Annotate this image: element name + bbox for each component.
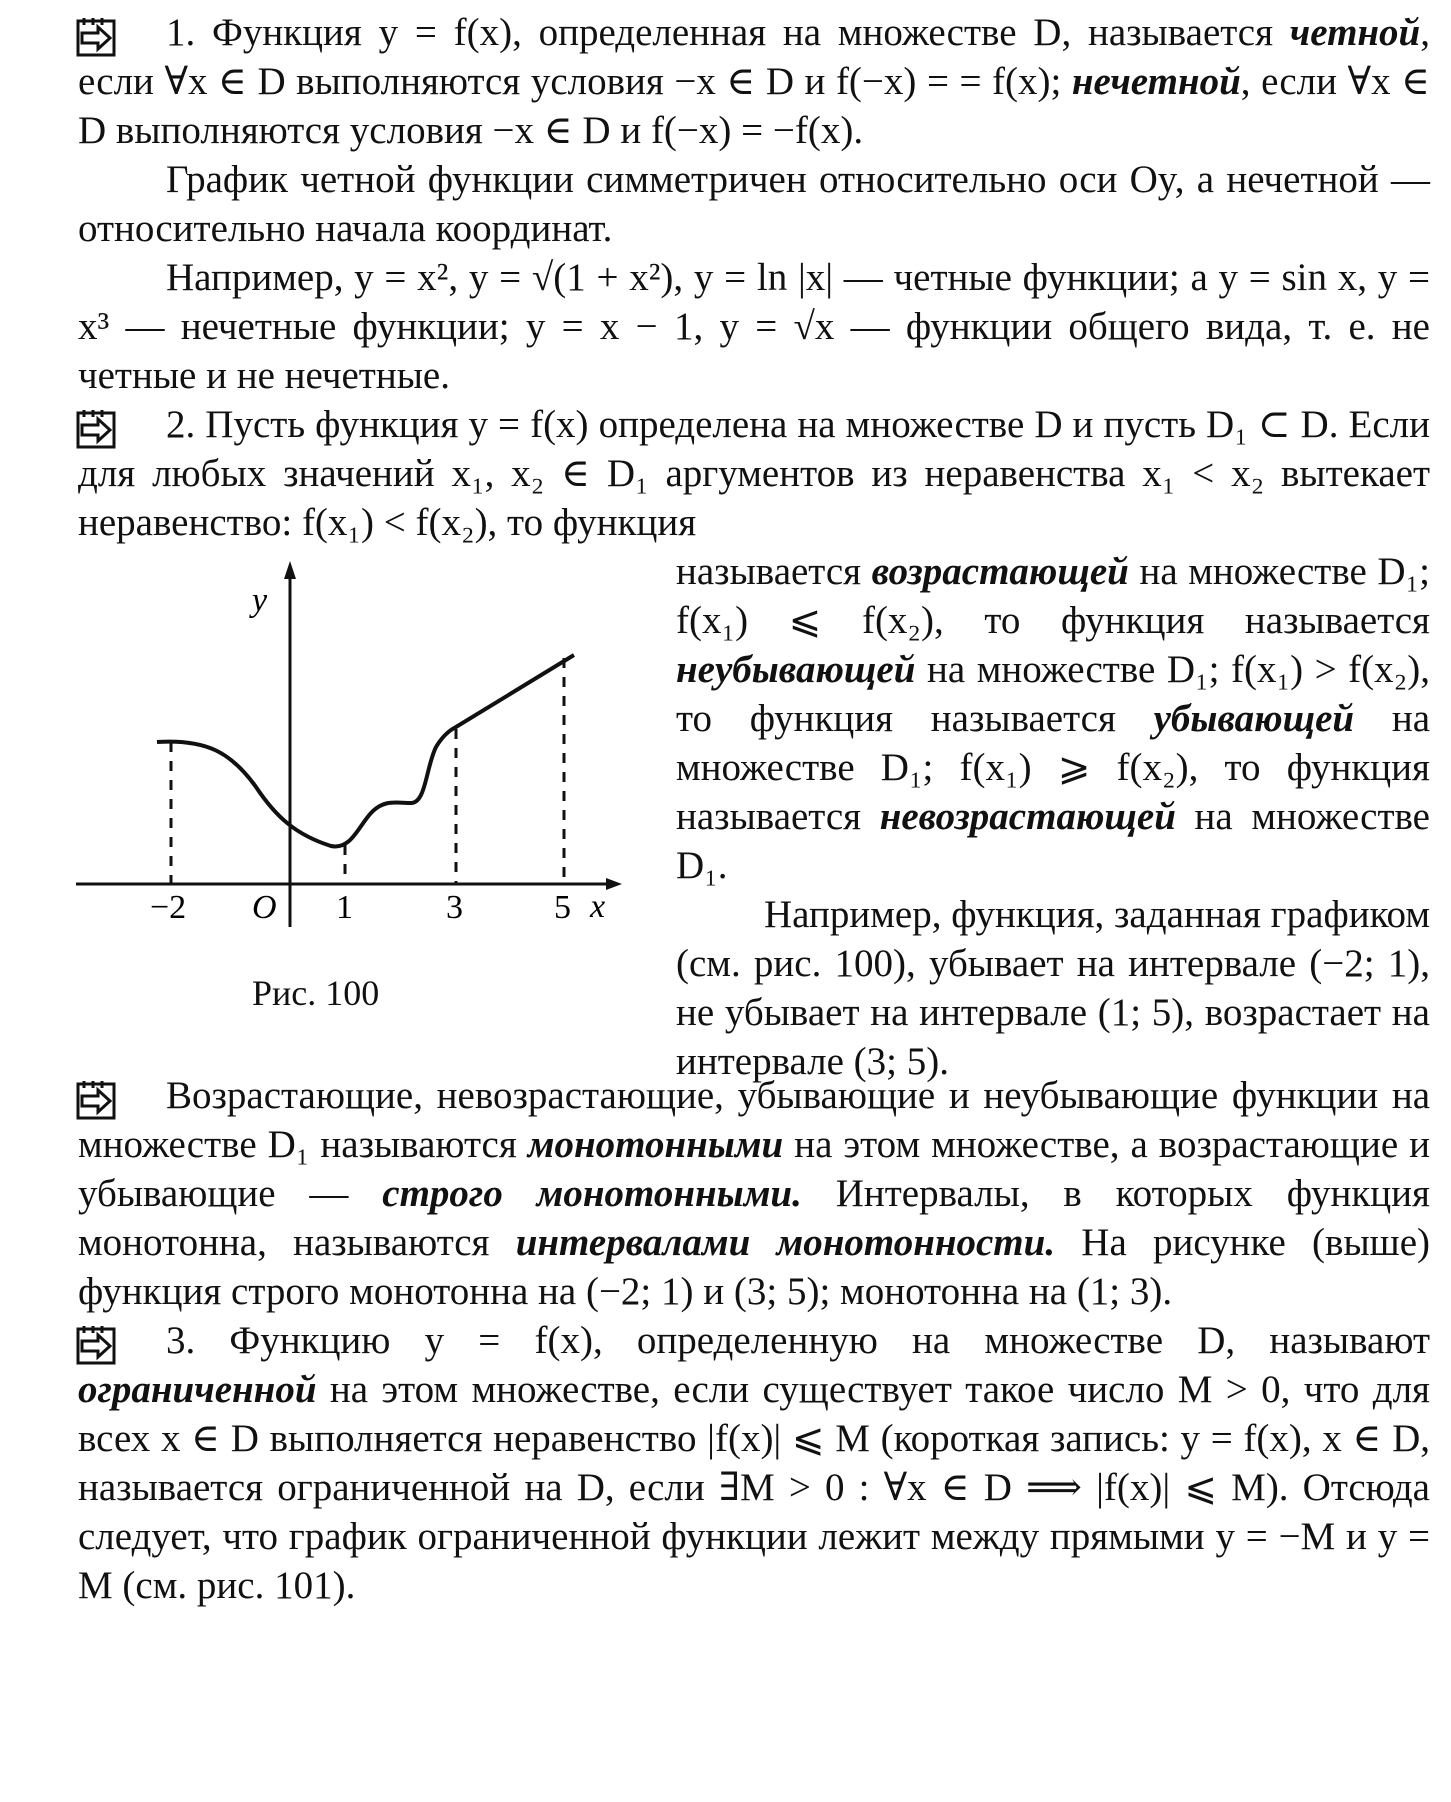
term-increasing: возрастающей	[871, 550, 1129, 593]
term-nonincreasing: невозрастающей	[879, 795, 1176, 838]
monotonic-intro: 2. Пусть функция y = f(x) определена на множестве D и пусть D₁ ⊂ D. Если для любых значений x₁, x₂ ∈ D₁ аргументов из неравенства x₁ < x₂ вытекает неравенство: f(x₁) < f(x₂), то функция	[78, 403, 1430, 544]
term-monotone: монотонными	[527, 1123, 784, 1166]
term-strictly-monotone: строго монотонными.	[382, 1172, 802, 1215]
function-graph	[66, 547, 626, 1017]
term-nondecreasing: неубывающей	[676, 648, 916, 691]
term-odd: нечетной	[1071, 60, 1241, 103]
monotone-text: Возрастающие, невозрастающие, убывающие и неубывающие функции на множестве D₁ называются монотонными на этом множестве, а возрастающие и убывающие — строго монотонными. Интервалы, в которых функция монотонна, называются интервалами монотонности. На рисунке (выше) функция строго монотонна на (−2; 1) и (3; 5); монотонна на (1; 3).	[78, 1074, 1431, 1313]
axis-label-y: y	[252, 582, 268, 619]
definition-text: 1. Функция y = f(x), определенная на множестве D, называется четной, если ∀x ∈ D выполняются условия −x ∈ D и f(−x) = = f(x); нечетной, если ∀x ∈ D выполняются условия −x ∈ D и f(−x) = −f(x).	[78, 11, 1430, 152]
definition-marker-icon	[76, 16, 118, 58]
term-bounded: ограниченной	[78, 1368, 317, 1411]
definition-even-odd	[78, 8, 1430, 155]
examples-paragraph: Например, y = x², y = √(1 + x²), y = ln |x| — четные функции; а y = sin x, y = x³ — нечетные функции; y = x − 1, y = √x — функции общего вида, т. е. не четные и не нечетные.	[78, 256, 1430, 397]
y-axis-arrow	[284, 561, 296, 579]
page-content	[78, 8, 1430, 1610]
bounded-text: 3. Функцию y = f(x), определенную на множестве D, называют ограниченной на этом множестве, если существует такое число M > 0, что для всех x ∈ D выполняется неравенство |f(x)| ⩽ M (короткая запись: y = f(x), x ∈ D, называется ограниченной на D, если ∃M > 0 : ∀x ∈ D ⟹ |f(x)| ⩽ M). Отсюда следует, что график ограниченной функции лежит между прямыми y = −M и y = M (см. рис. 101).	[78, 1319, 1430, 1607]
right-column-text	[676, 547, 1430, 1086]
definition-bounded	[78, 1316, 1430, 1610]
monotonic-definitions: называется возрастающей на множестве D₁; f(x₁) ⩽ f(x₂), то функция называется неубывающей на множестве D₁; f(x₁) > f(x₂), то функция называется убывающей на множестве D₁; f(x₁) ⩾ f(x₂), то функция называется невозрастающей на множестве D₁.	[676, 550, 1430, 887]
term-decreasing: убывающей	[1153, 697, 1355, 740]
tick-label-1: 1	[336, 889, 353, 926]
definition-marker-icon	[76, 1324, 118, 1366]
figure-100	[66, 547, 626, 1071]
definition-marker-icon	[76, 408, 118, 450]
figure-caption: Рис. 100	[252, 973, 380, 1013]
function-curve	[157, 655, 574, 846]
tick-label-5: 5	[554, 889, 571, 926]
figure-row	[78, 547, 1430, 1083]
x-axis-arrow	[606, 878, 622, 890]
symmetry-paragraph: График четной функции симметричен относительно оси Oy, а нечетной — относительно начала координат.	[78, 158, 1430, 250]
tick-label-minus2: −2	[150, 889, 187, 926]
term-even: четной	[1289, 11, 1421, 54]
axis-label-x: x	[590, 888, 606, 925]
definition-monotone	[78, 1071, 1430, 1316]
term-monotonicity-intervals: интервалами монотонности.	[515, 1221, 1056, 1264]
definition-monotonic	[78, 400, 1430, 547]
origin-label: O	[252, 889, 277, 926]
tick-label-3: 3	[446, 889, 463, 926]
definition-marker-icon	[76, 1079, 118, 1121]
graph-example-paragraph: Например, функция, заданная графиком (см. рис. 100), убывает на интервале (−2; 1), не убывает на интервале (1; 5), возрастает на интервале (3; 5).	[676, 893, 1430, 1083]
